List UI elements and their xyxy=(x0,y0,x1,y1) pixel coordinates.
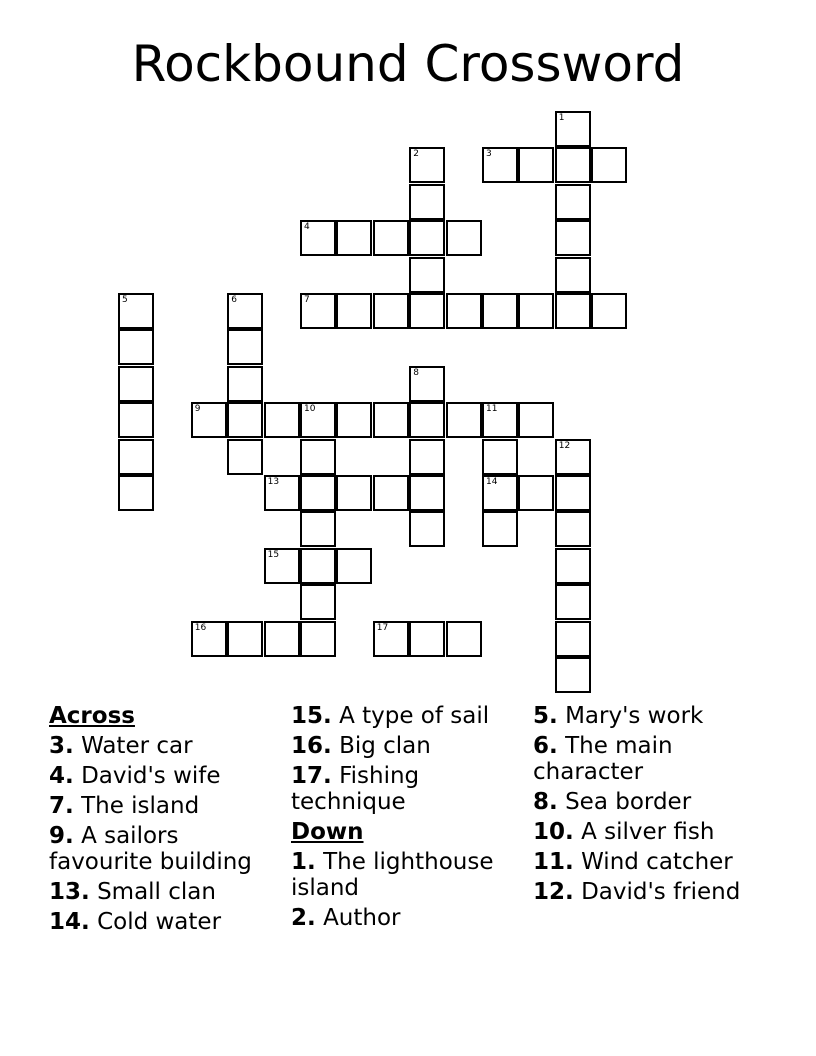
cell-number: 16 xyxy=(194,622,207,633)
cell-number: 2 xyxy=(413,149,419,160)
grid-cell[interactable] xyxy=(227,293,263,329)
grid-cell[interactable] xyxy=(409,402,445,438)
grid-cell[interactable] xyxy=(555,584,591,620)
grid-cell[interactable] xyxy=(300,402,336,438)
grid-cell[interactable] xyxy=(336,293,372,329)
grid-cell[interactable] xyxy=(300,293,336,329)
grid-cell[interactable] xyxy=(409,475,445,511)
clue-across-15: 15. A type of sail xyxy=(291,703,490,729)
grid-cell[interactable] xyxy=(191,621,227,657)
cell-number: 13 xyxy=(267,477,280,487)
grid-cell[interactable] xyxy=(482,439,518,475)
grid-cell[interactable] xyxy=(555,257,591,293)
grid-cell[interactable] xyxy=(555,511,591,547)
grid-cell[interactable] xyxy=(336,402,372,438)
grid-cell[interactable] xyxy=(191,402,227,438)
grid-cell[interactable] xyxy=(446,220,482,256)
grid-cell[interactable] xyxy=(409,293,445,329)
clue-across-14: 14. Cold water xyxy=(49,909,222,935)
down-header: Down xyxy=(291,819,364,845)
grid-cell[interactable] xyxy=(118,475,154,511)
cell-number: 1 xyxy=(558,113,565,123)
grid-cell[interactable] xyxy=(482,293,518,329)
cell-number: 17 xyxy=(376,622,389,633)
grid-cell[interactable] xyxy=(409,366,445,402)
grid-cell[interactable] xyxy=(518,402,554,438)
grid-cell[interactable] xyxy=(227,402,263,438)
grid-cell[interactable] xyxy=(555,147,591,183)
grid-cell[interactable] xyxy=(555,220,591,256)
clue-down-10: 10. A silver fish xyxy=(533,819,715,845)
cell-number: 7 xyxy=(304,295,310,305)
grid-cell[interactable] xyxy=(373,475,409,511)
grid-cell[interactable] xyxy=(555,548,591,584)
clue-across-17: 17. Fishing technique xyxy=(291,763,420,815)
grid-cell[interactable] xyxy=(264,475,300,511)
clue-across-4: 4. David's wife xyxy=(49,763,221,789)
clue-across-7: 7. The island xyxy=(49,793,200,819)
clue-down-5: 5. Mary's work xyxy=(533,703,704,729)
grid-cell[interactable] xyxy=(300,220,336,256)
grid-cell[interactable] xyxy=(446,402,482,438)
grid-cell[interactable] xyxy=(118,329,154,365)
grid-cell[interactable] xyxy=(300,621,336,657)
grid-cell[interactable] xyxy=(118,293,154,329)
grid-cell[interactable] xyxy=(591,293,627,329)
cell-number: 6 xyxy=(231,295,237,305)
grid-cell[interactable] xyxy=(300,439,336,475)
page-title: Rockbound Crossword xyxy=(131,35,685,93)
clue-down-11: 11. Wind catcher xyxy=(533,849,733,875)
cell-number: 8 xyxy=(413,367,419,378)
clue-down-6: 6. The main character xyxy=(533,733,673,785)
grid-cell[interactable] xyxy=(591,147,627,183)
clue-down-8: 8. Sea border xyxy=(533,789,692,815)
cell-number: 5 xyxy=(122,295,128,305)
grid-cell[interactable] xyxy=(373,402,409,438)
cell-number: 12 xyxy=(558,440,571,451)
grid-cell[interactable] xyxy=(118,402,154,438)
grid-cell[interactable] xyxy=(373,621,409,657)
clue-across-16: 16. Big clan xyxy=(291,733,431,759)
grid-cell[interactable] xyxy=(555,111,591,147)
cell-number: 4 xyxy=(304,222,310,233)
grid-cell[interactable] xyxy=(482,511,518,547)
grid-cell[interactable] xyxy=(227,621,263,657)
grid-cell[interactable] xyxy=(336,548,372,584)
grid-cell[interactable] xyxy=(409,439,445,475)
grid-cell[interactable] xyxy=(555,184,591,220)
grid-cell[interactable] xyxy=(555,293,591,329)
grid-cell[interactable] xyxy=(264,621,300,657)
grid-cell[interactable] xyxy=(118,439,154,475)
grid-cell[interactable] xyxy=(555,621,591,657)
grid-cell[interactable] xyxy=(555,657,591,693)
grid-cell[interactable] xyxy=(482,475,518,511)
grid-cell[interactable] xyxy=(409,184,445,220)
grid-cell[interactable] xyxy=(409,621,445,657)
clue-down-2: 2. Author xyxy=(291,905,401,931)
clue-down-12: 12. David's friend xyxy=(533,879,741,905)
grid-cell[interactable] xyxy=(227,329,263,365)
grid-cell[interactable] xyxy=(227,366,263,402)
grid-cell[interactable] xyxy=(482,147,518,183)
grid-cell[interactable] xyxy=(409,511,445,547)
grid-cell[interactable] xyxy=(300,511,336,547)
grid-cell[interactable] xyxy=(118,366,154,402)
grid-cell[interactable] xyxy=(518,147,554,183)
cell-number: 3 xyxy=(486,149,492,160)
grid-cell[interactable] xyxy=(482,402,518,438)
across-header: Across xyxy=(49,703,135,729)
grid-cell[interactable] xyxy=(336,475,372,511)
clues-column-3 xyxy=(533,703,773,909)
grid-cell[interactable] xyxy=(409,257,445,293)
cell-number: 14 xyxy=(486,477,498,487)
grid-cell[interactable] xyxy=(300,584,336,620)
grid-cell[interactable] xyxy=(227,439,263,475)
clue-across-9: 9. A sailors favourite building xyxy=(49,823,252,875)
clue-down-1: 1. The lighthouse island xyxy=(291,849,494,901)
grid-cell[interactable] xyxy=(373,220,409,256)
grid-cell[interactable] xyxy=(409,220,445,256)
clues-column-1 xyxy=(49,703,274,939)
grid-cell[interactable] xyxy=(373,293,409,329)
grid-cell[interactable] xyxy=(336,220,372,256)
cell-number: 10 xyxy=(304,404,316,415)
grid-cell[interactable] xyxy=(446,621,482,657)
grid-cell[interactable] xyxy=(446,293,482,329)
cell-number: 11 xyxy=(486,404,498,415)
grid-cell[interactable] xyxy=(555,439,591,475)
clue-across-3: 3. Water car xyxy=(49,733,193,759)
cell-number: 9 xyxy=(194,404,201,415)
grid-cell[interactable] xyxy=(264,548,300,584)
grid-cell[interactable] xyxy=(264,402,300,438)
grid-cell[interactable] xyxy=(555,475,591,511)
grid-cell[interactable] xyxy=(518,475,554,511)
clue-across-13: 13. Small clan xyxy=(49,879,216,905)
grid-cell[interactable] xyxy=(409,147,445,183)
clues-column-2 xyxy=(291,703,506,935)
cell-number: 15 xyxy=(267,549,280,560)
grid-cell[interactable] xyxy=(300,548,336,584)
grid-cell[interactable] xyxy=(518,293,554,329)
grid-cell[interactable] xyxy=(300,475,336,511)
